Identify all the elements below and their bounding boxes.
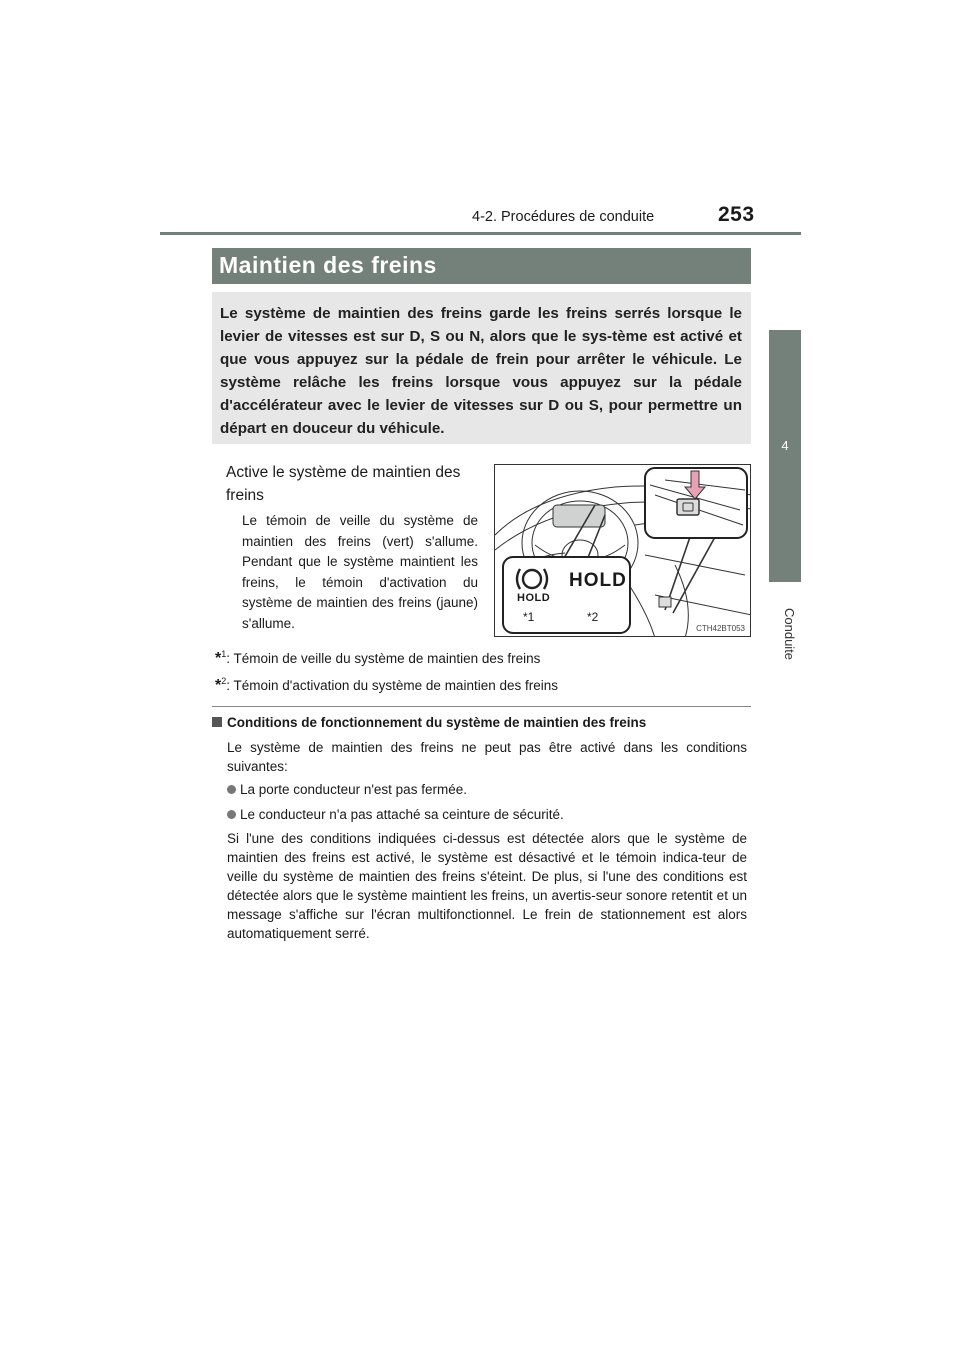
figure-callout-1: *1 (523, 610, 535, 624)
note-standby-indicator: *$^1$: Témoin de veille du système de maintien des freins (215, 649, 541, 667)
intro-text: Le système de maintien des freins garde les freins serrés lorsque le levier de vitesses est sur D, S ou N, alors que le sys-tème est activé et que vous appuyez sur la pédale de frein pour arrêter le véhicule. Le système relâche les freins lorsque vous appuyez sur la pédale d'accélérateur avec le levier de vitesses sur D ou S, pour permettre un départ en douceur du véhicule. (220, 305, 742, 437)
title-bar (212, 248, 751, 284)
figure-callout-2: *2 (587, 610, 599, 624)
chapter-number: 4 (781, 438, 789, 453)
page-number: 253 (718, 203, 755, 226)
step-description: Le témoin de veille du système de maintien des freins (vert) s'allume. Pendant que le système maintient les freins, le témoin d'activation du système de maintien des freins (jaune) s'allume. (242, 513, 478, 631)
chapter-label: Conduite (782, 608, 797, 661)
list-item: La porte conducteur n'est pas fermée. (227, 780, 467, 799)
figure-code: CTH42BT053 (696, 624, 745, 633)
section-divider (212, 706, 751, 707)
header-rule (160, 232, 801, 235)
bullet-icon (227, 785, 236, 794)
hold-standby-label: HOLD (517, 592, 551, 604)
hold-active-label: HOLD (569, 570, 627, 591)
page-title: Maintien des freins (219, 252, 437, 278)
intro-box (212, 292, 751, 444)
section-paragraph: Si l'une des conditions indiquées ci-dessus est détectée alors que le système de maintien des freins est activé, le système est désactivé et le témoin indica-teur de veille du système de maintien des freins s'éteint. De plus, si l'une des conditions est détectée alors que le système maintient les freins, un avertis-seur sonore retentit et un message s'affiche sur l'écran multifonctionnel. Le frein de stationnement est alors automatiquement serré. (227, 831, 747, 941)
bullet-icon (227, 810, 236, 819)
square-bullet-icon (212, 717, 222, 727)
section-intro: Le système de maintien des freins ne peut pas être activé dans les conditions suivantes: (227, 740, 747, 774)
hold-switch-illustration (494, 464, 751, 637)
running-header: 4-2. Procédures de conduite (472, 209, 655, 225)
list-item: Le conducteur n'a pas attaché sa ceinture de sécurité. (227, 805, 564, 824)
note-active-indicator: *$^2$: Témoin d'activation du système de maintien des freins (215, 676, 558, 694)
chapter-tab (769, 330, 801, 582)
section-heading: Conditions de fonctionnement du système de maintien des freins (212, 715, 646, 730)
step-title: Active le système de maintien des freins (226, 464, 461, 504)
